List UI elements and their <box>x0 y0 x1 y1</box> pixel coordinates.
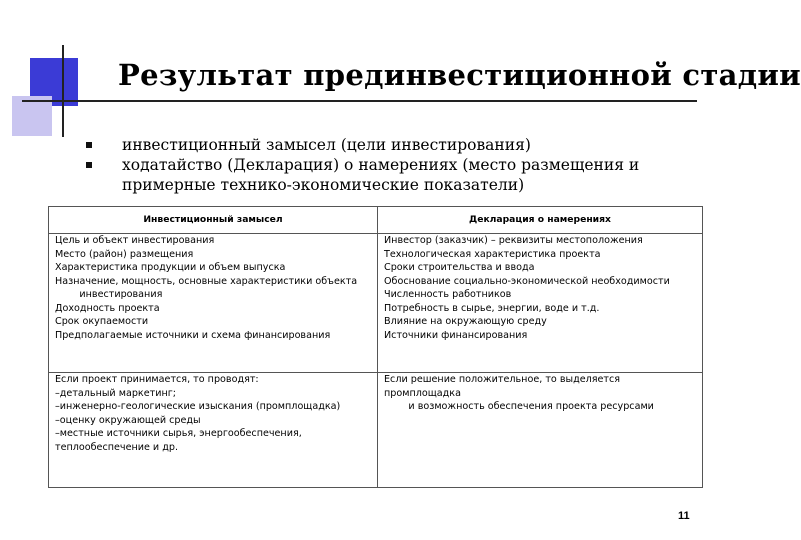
investment-table <box>48 206 703 488</box>
header-declaration-of-intent: Декларация о намерениях <box>378 207 703 234</box>
decorative-vertical-line <box>62 45 64 137</box>
page-number: 11 <box>678 510 690 522</box>
table-row <box>49 234 703 373</box>
table-cell: Цель и объект инвестирования Место (район) размещения Характеристика продукции и объем выпуска Назначение, мощность, основные характеристики объекта инвестирования Доходность проекта Срок окупаемости Предполагаемые источники и схема финансирования <box>49 234 378 373</box>
title-underline <box>22 100 697 102</box>
bullet-item <box>86 135 686 155</box>
square-bullet-icon <box>86 162 92 168</box>
decorative-lavender-square <box>12 96 52 136</box>
bullet-text: инвестиционный замысел (цели инвестирования) <box>122 136 531 154</box>
bullet-list <box>86 135 686 195</box>
table-row <box>49 373 703 488</box>
table-cell: Если проект принимается, то проводят: –детальный маркетинг; –инженерно-геологические изыскания (промплощадка) –оценку окружающей среды –местные источники сырья, энергообеспечения, теплообеспечение и др. <box>49 373 378 488</box>
slide-title: Результат прединвестиционной стадии <box>118 58 801 92</box>
table-header-row <box>49 207 703 234</box>
table-cell: Если решение положительное, то выделяется промплощадка и возможность обеспечения проекта ресурсами <box>378 373 703 488</box>
table-cell: Инвестор (заказчик) – реквизиты местоположения Технологическая характеристика проекта Сроки строительства и ввода Обоснование социально-экономической необходимости Численность работников Потребность в сырье, энергии, воде и т.д. Влияние на окружающую среду Источники финансирования <box>378 234 703 373</box>
bullet-text: ходатайство (Декларация) о намерениях (место размещения и примерные технико-экономические показатели) <box>122 156 640 194</box>
square-bullet-icon <box>86 142 92 148</box>
bullet-item <box>86 155 686 195</box>
header-investment-concept: Инвестиционный замысел <box>49 207 378 234</box>
